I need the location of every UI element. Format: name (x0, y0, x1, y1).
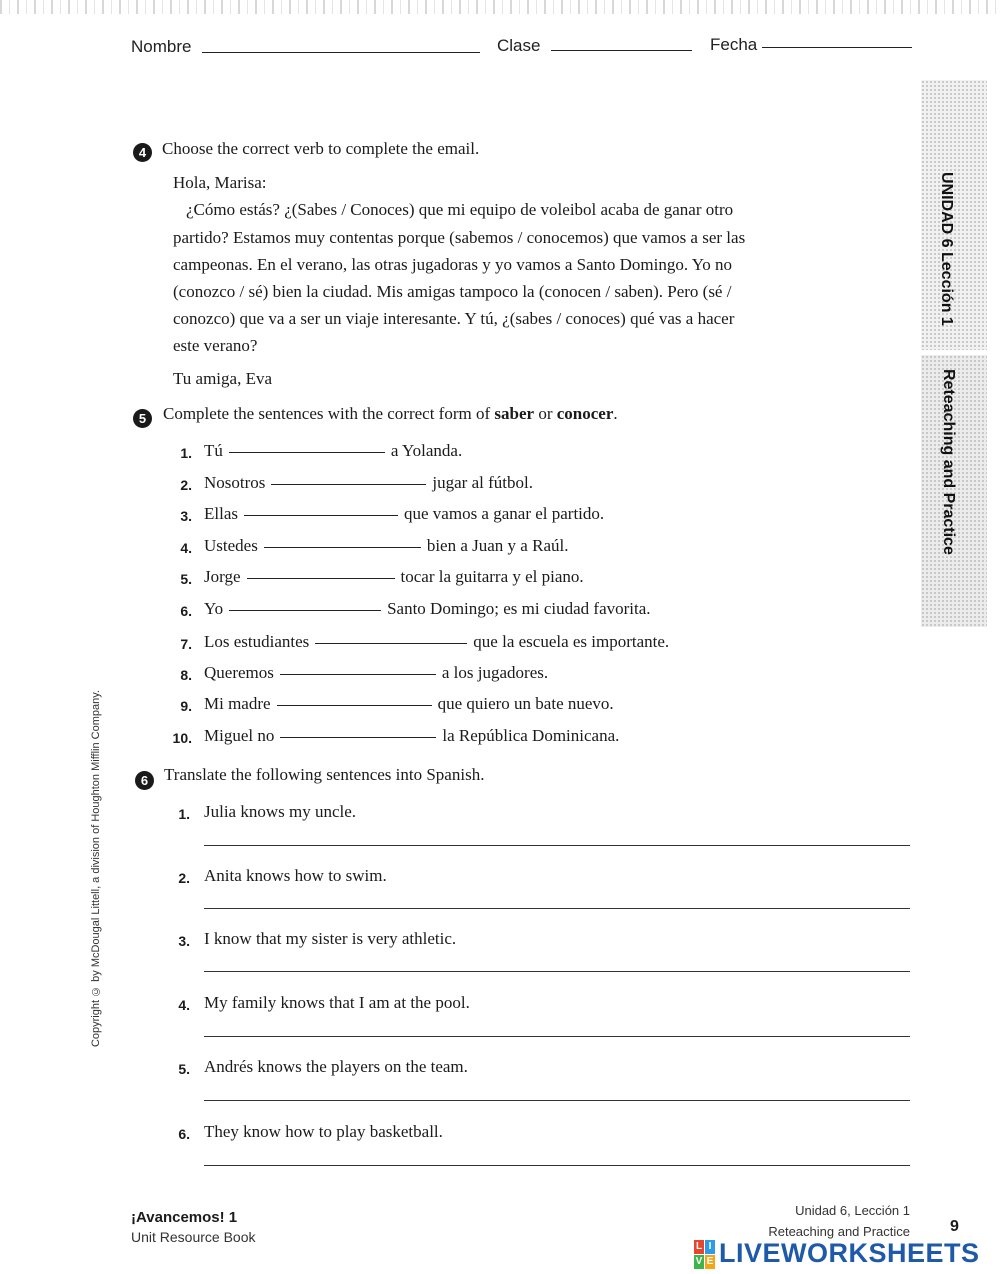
copyright-notice: Copyright © by McDougal Littell, a division of Houghton Mifflin Company. (90, 690, 102, 1048)
scan-noise (0, 0, 1000, 14)
footer-section: Reteaching and Practice (768, 1224, 910, 1239)
logo-letter-v: V (695, 1256, 703, 1267)
item-subject: Tú (204, 441, 223, 460)
side-tab-unit-text: UNIDAD 6 Lección 1 (938, 172, 955, 326)
clase-field[interactable] (551, 50, 692, 51)
section-5-title-end: . (613, 404, 618, 423)
nombre-label: Nombre (131, 37, 192, 56)
answer-blank[interactable] (247, 578, 395, 579)
translate-prompt: Anita knows how to swim. (204, 866, 387, 885)
fill-in-row (204, 441, 462, 461)
section-5-word-saber: saber (494, 404, 535, 423)
side-tab-section-text: Reteaching and Practice (940, 369, 957, 555)
logo-letter-l: L (695, 1241, 703, 1252)
item-rest: la República Dominicana. (442, 726, 620, 745)
answer-blank[interactable] (229, 610, 381, 611)
answer-blank[interactable] (280, 737, 436, 738)
answer-blank[interactable] (244, 515, 398, 516)
liveworksheets-watermark: LIVEWORKSHEETS (719, 1238, 980, 1268)
fecha-label: Fecha (710, 35, 758, 54)
translate-prompt: Andrés knows the players on the team. (204, 1057, 468, 1076)
fill-in-row (204, 632, 669, 652)
item-rest: bien a Juan y a Raúl. (426, 536, 569, 555)
clase-label: Clase (497, 36, 541, 55)
item-number: 5. (180, 571, 192, 587)
item-number: 3. (180, 508, 192, 524)
item-rest: a los jugadores. (441, 663, 549, 682)
section-4-title: Choose the correct verb to complete the email. (162, 139, 480, 158)
section-5-title-mid: or (534, 404, 557, 423)
logo-letter-i: I (705, 1240, 715, 1254)
answer-blank[interactable] (315, 643, 467, 644)
item-subject: Los estudiantes (204, 632, 310, 651)
answer-blank[interactable] (277, 705, 432, 706)
item-number: 2. (178, 870, 190, 886)
item-rest: Santo Domingo; es mi ciudad favorita. (387, 599, 651, 618)
email-line: este verano? (173, 336, 258, 355)
email-line: ¿Cómo estás? ¿(Sabes / Conoces) que mi equipo de voleibol acaba de ganar otro (186, 200, 734, 219)
logo-letter-e: E (706, 1256, 714, 1267)
footer-unit-lesson: Unidad 6, Lección 1 (795, 1203, 910, 1218)
item-number: 2. (180, 477, 192, 493)
section-5-title (163, 404, 618, 424)
item-number: 9. (180, 698, 192, 714)
email-line: conozco) que va a ser un viaje interesante. Y tú, ¿(sabes / conoces) qué vas a hacer (173, 309, 735, 328)
item-number: 4. (180, 540, 192, 556)
item-number: 10. (172, 730, 192, 746)
fill-in-row (204, 473, 533, 493)
item-subject: Miguel no (204, 726, 275, 745)
translation-answer-line[interactable] (204, 1100, 910, 1101)
footer-book-subtitle: Unit Resource Book (131, 1229, 256, 1245)
item-rest: a Yolanda. (390, 441, 463, 460)
fecha-field[interactable] (762, 47, 912, 48)
translation-answer-line[interactable] (204, 971, 910, 972)
item-number: 6. (180, 603, 192, 619)
fill-in-row (204, 504, 604, 524)
side-tab-section (921, 355, 987, 627)
section-4-badge: 4 (133, 143, 152, 162)
answer-blank[interactable] (271, 484, 426, 485)
section-5-word-conocer: conocer (556, 404, 614, 423)
translation-answer-line[interactable] (204, 845, 910, 846)
item-number: 3. (178, 933, 190, 949)
email-line: partido? Estamos muy contentas porque (sabemos / conocemos) que vamos a ser las (173, 228, 746, 247)
fill-in-row (204, 567, 584, 587)
section-5-badge: 5 (133, 409, 152, 428)
email-line: (conozco / sé) bien la ciudad. Mis amigas tampoco la (conocen / saben). Pero (sé / (173, 282, 732, 301)
section-6-title: Translate the following sentences into Spanish. (164, 765, 485, 784)
item-subject: Nosotros (204, 473, 266, 492)
item-number: 1. (178, 806, 190, 822)
footer-page-number: 9 (950, 1218, 959, 1235)
footer-book-title: ¡Avancemos! 1 (131, 1209, 238, 1226)
translate-prompt: My family knows that I am at the pool. (204, 993, 470, 1012)
fill-in-row (204, 726, 619, 746)
item-rest: que vamos a ganar el partido. (404, 504, 605, 523)
item-rest: tocar la guitarra y el piano. (400, 567, 584, 586)
translate-prompt: They know how to play basketball. (204, 1122, 443, 1141)
section-6-badge: 6 (135, 771, 154, 790)
fill-in-row (204, 536, 568, 556)
fill-in-row (204, 694, 614, 714)
translation-answer-line[interactable] (204, 1036, 910, 1037)
item-rest: que la escuela es importante. (473, 632, 670, 651)
fill-in-row (204, 599, 651, 619)
item-number: 5. (178, 1061, 190, 1077)
item-subject: Ellas (204, 504, 238, 523)
email-line: campeonas. En el verano, las otras jugadoras y yo vamos a Santo Domingo. Yo no (173, 255, 733, 274)
item-subject: Yo (204, 599, 224, 618)
item-number: 7. (180, 636, 192, 652)
item-number: 1. (180, 445, 192, 461)
section-5-title-pre: Complete the sentences with the correct form of (163, 404, 495, 423)
nombre-field[interactable] (202, 52, 480, 53)
item-subject: Ustedes (204, 536, 258, 555)
item-number: 6. (178, 1126, 190, 1142)
item-subject: Queremos (204, 663, 274, 682)
answer-blank[interactable] (264, 547, 421, 548)
answer-blank[interactable] (280, 674, 436, 675)
item-rest: jugar al fútbol. (432, 473, 533, 492)
translation-answer-line[interactable] (204, 908, 910, 909)
email-signoff: Tu amiga, Eva (173, 369, 273, 388)
translate-prompt: I know that my sister is very athletic. (204, 929, 457, 948)
email-greeting: Hola, Marisa: (173, 173, 267, 192)
item-subject: Mi madre (204, 694, 271, 713)
answer-blank[interactable] (229, 452, 385, 453)
item-number: 8. (180, 667, 192, 683)
item-subject: Jorge (204, 567, 241, 586)
item-rest: que quiero un bate nuevo. (437, 694, 614, 713)
item-number: 4. (178, 997, 190, 1013)
translate-prompt: Julia knows my uncle. (204, 802, 357, 821)
fill-in-row (204, 663, 548, 683)
side-tab-unit (921, 80, 987, 350)
liveworksheets-logo-icon (694, 1240, 716, 1270)
translation-answer-line[interactable] (204, 1165, 910, 1166)
